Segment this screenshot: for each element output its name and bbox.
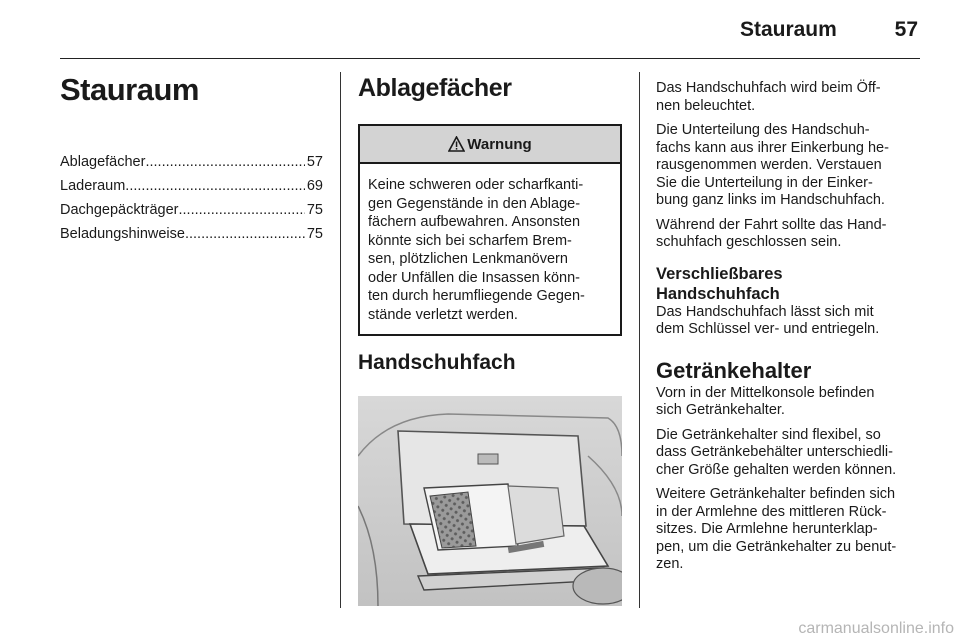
- toc-entry[interactable]: [60, 150, 323, 174]
- text-line: Während der Fahrt sollte das Hand-: [656, 216, 887, 233]
- header-title: Stauraum: [739, 18, 837, 41]
- glovebox-photo: [358, 396, 622, 606]
- warning-icon: [448, 136, 465, 152]
- paragraph: [656, 80, 922, 115]
- toc-entry[interactable]: [60, 174, 323, 198]
- toc-entry[interactable]: [60, 222, 323, 246]
- text-line: bung ganz links im Handschuhfach.: [656, 192, 885, 208]
- toc-dots: [125, 174, 305, 198]
- text-line: sitzes. Die Armlehne herunterklap-: [656, 521, 878, 537]
- section-heading-cupholder: Getränkehalter: [656, 357, 812, 383]
- text-line: Sie die Unterteilung in der Einker-: [656, 174, 873, 191]
- text-line: Das Handschuhfach wird beim Öff-: [656, 80, 881, 96]
- heading-line: Verschließbares: [656, 264, 783, 283]
- text-line: sich Getränkehalter.: [656, 402, 785, 418]
- section-heading: Ablagefächer: [358, 74, 512, 102]
- watermark: carmanualsonline.info: [798, 620, 954, 637]
- table-of-contents: [60, 150, 323, 246]
- page-number: 57: [894, 18, 918, 41]
- warning-line: stände verletzt werden.: [368, 306, 518, 323]
- toc-page: 69: [306, 178, 323, 194]
- toc-dots: [185, 222, 305, 246]
- toc-dots: [145, 150, 304, 174]
- text-line: zen.: [656, 556, 684, 572]
- column-divider-right: [639, 72, 640, 608]
- text-line: fachs kann aus ihrer Einkerbung he-: [656, 139, 889, 156]
- heading-line: Handschuhfach: [656, 284, 780, 303]
- warning-line: Keine schweren oder scharfkanti-: [368, 177, 584, 193]
- right-column: [656, 80, 922, 581]
- text-line: Weitere Getränkehalter befinden sich: [656, 486, 896, 502]
- text-line: schuhfach geschlossen sein.: [656, 234, 842, 250]
- toc-page: 57: [306, 154, 323, 170]
- text-line: rausgenommen werden. Verstauen: [656, 157, 882, 173]
- text-line: cher Größe gehalten werden können.: [656, 461, 897, 478]
- toc-dots: [179, 198, 305, 222]
- paragraph: [656, 304, 922, 339]
- warning-title: Warnung: [467, 135, 532, 153]
- paragraph: [656, 385, 922, 420]
- text-line: nen beleuchtet.: [656, 97, 756, 114]
- text-line: pen, um die Getränkehalter zu benut-: [656, 538, 897, 555]
- text-line: Vorn in der Mittelkonsole befinden: [656, 384, 875, 401]
- column-divider-left: [340, 72, 341, 608]
- main-column: [358, 72, 622, 606]
- toc-entry[interactable]: [60, 198, 323, 222]
- paragraph: [656, 217, 922, 252]
- paragraph: [656, 427, 922, 480]
- paragraph: [656, 486, 922, 574]
- toc-label: Beladungshinweise: [60, 226, 185, 242]
- warning-line: sen, plötzlichen Lenkmanövern: [368, 251, 568, 267]
- toc-label: Dachgepäckträger: [60, 202, 179, 218]
- paragraph: [656, 122, 922, 210]
- warning-line: oder Unfällen die Insassen könn-: [368, 269, 580, 286]
- header-rule: [60, 58, 920, 59]
- warning-line: gen Gegenstände in den Ablage-: [368, 195, 581, 212]
- warning-box: [358, 124, 622, 336]
- warning-line: ten durch herumfliegende Gegen-: [368, 288, 585, 304]
- toc-page: 75: [306, 226, 323, 242]
- page-header: [740, 18, 918, 42]
- toc-label: Ablagefächer: [60, 154, 146, 170]
- toc-column: [60, 72, 323, 246]
- warning-header: [360, 126, 620, 164]
- warning-line: könnte sich bei scharfem Brem-: [368, 232, 572, 249]
- toc-label: Laderaum: [60, 178, 126, 194]
- warning-text: [360, 164, 620, 334]
- text-line: Das Handschuhfach lässt sich mit: [656, 303, 874, 320]
- text-line: in der Armlehne des mittleren Rück-: [656, 503, 887, 520]
- text-line: Die Getränkehalter sind flexibel, so: [656, 426, 881, 443]
- toc-page: 75: [306, 202, 323, 218]
- text-line: dass Getränkebehälter unterschiedli-: [656, 444, 893, 460]
- warning-line: fächern aufbewahren. Ansonsten: [368, 214, 581, 230]
- text-line: dem Schlüssel ver- und entriegeln.: [656, 321, 880, 337]
- subheading-lockable-glovebox: [656, 264, 922, 304]
- subsection-heading: Handschuhfach: [358, 351, 516, 374]
- chapter-title: Stauraum: [60, 72, 199, 107]
- text-line: Die Unterteilung des Handschuh-: [656, 122, 870, 138]
